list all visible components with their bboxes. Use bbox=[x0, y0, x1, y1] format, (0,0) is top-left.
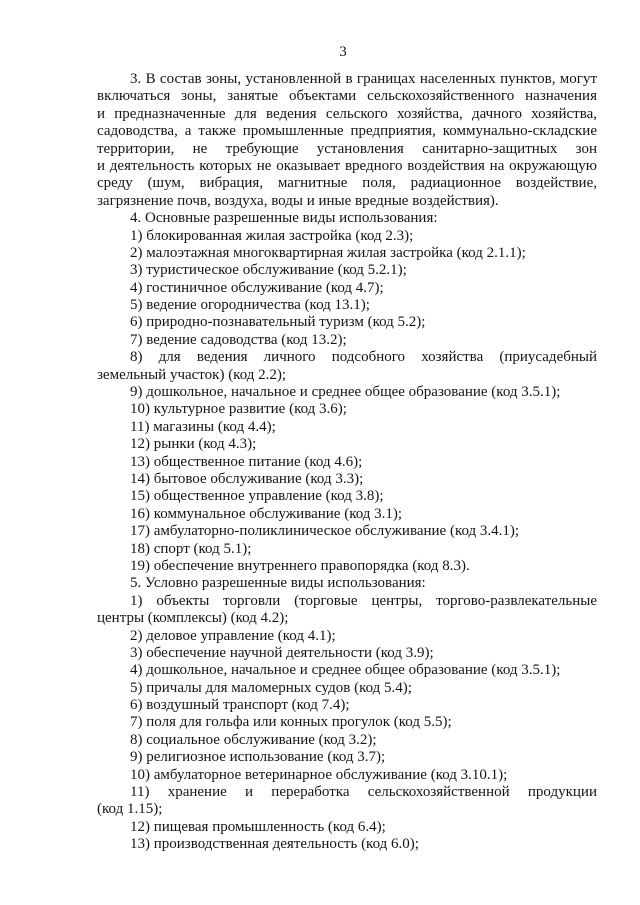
list-item: 1) блокированная жилая застройка (код 2.3); bbox=[130, 227, 414, 244]
list-item: 11) хранение и переработка сельскохозяйственной продукции bbox=[130, 784, 597, 801]
list-item-continuation: центры (комплексы) (код 4.2); bbox=[97, 610, 289, 627]
main-uses-section bbox=[97, 210, 597, 575]
list-item: 12) рынки (код 4.3); bbox=[130, 436, 257, 453]
list-item: 7) ведение садоводства (код 13.2); bbox=[130, 331, 347, 348]
list-item: 5) причалы для маломерных судов (код 5.4); bbox=[130, 679, 412, 696]
paragraph-line: и предназначенные для ведения сельского хозяйства, дачного хозяйства, bbox=[97, 105, 597, 122]
list-item: 9) религиозное использование (код 3.7); bbox=[130, 749, 386, 766]
paragraph-line: включаться зоны, занятые объектами сельскохозяйственного назначения bbox=[97, 88, 597, 105]
paragraph-line: среду (шум, вибрация, магнитные поля, радиационное воздействие, bbox=[97, 175, 597, 192]
list-item: 13) общественное питание (код 4.6); bbox=[130, 453, 363, 470]
list-item: 11) магазины (код 4.4); bbox=[130, 418, 276, 435]
list-item: 14) бытовое обслуживание (код 3.3); bbox=[130, 470, 364, 487]
document-body bbox=[97, 71, 597, 854]
list-item: 6) природно-познавательный туризм (код 5.2); bbox=[130, 314, 426, 331]
list-item: 2) малоэтажная многоквартирная жилая застройка (код 2.1.1); bbox=[130, 244, 526, 261]
list-item: 19) обеспечение внутреннего правопорядка (код 8.3). bbox=[130, 557, 470, 574]
list-item: 2) деловое управление (код 4.1); bbox=[130, 627, 336, 644]
list-item-continuation: земельный участок) (код 2.2); bbox=[97, 366, 287, 383]
paragraph-line: садоводства, а также промышленные предприятия, коммунально-складские bbox=[97, 123, 597, 140]
list-item: 4) дошкольное, начальное и среднее общее образование (код 3.5.1); bbox=[130, 662, 561, 679]
list-item: 5) ведение огородничества (код 13.1); bbox=[130, 297, 370, 314]
zone-composition-paragraph bbox=[97, 71, 597, 210]
paragraph-line: и деятельность которых не оказывает вредного воздействия на окружающую bbox=[97, 157, 597, 174]
list-item-continuation: (код 1.15); bbox=[97, 801, 163, 818]
list-item: 4) гостиничное обслуживание (код 4.7); bbox=[130, 279, 384, 296]
list-item: 18) спорт (код 5.1); bbox=[130, 540, 252, 557]
list-item: 17) амбулаторно-поликлиническое обслуживание (код 3.4.1); bbox=[130, 523, 520, 540]
paragraph-line: загрязнение почв, воздуха, воды и иные вредные воздействия). bbox=[97, 192, 499, 209]
page-number: 3 bbox=[339, 44, 347, 60]
section-heading: 5. Условно разрешенные виды использования: bbox=[130, 575, 426, 592]
list-item: 7) поля для гольфа или конных прогулок (код 5.5); bbox=[130, 714, 452, 731]
conditional-uses-section bbox=[97, 575, 597, 853]
list-item: 3) обеспечение научной деятельности (код 3.9); bbox=[130, 644, 434, 661]
list-item: 16) коммунальное обслуживание (код 3.1); bbox=[130, 505, 403, 522]
list-item: 10) амбулаторное ветеринарное обслуживание (код 3.10.1); bbox=[130, 766, 508, 783]
list-item: 9) дошкольное, начальное и среднее общее образование (код 3.5.1); bbox=[130, 384, 561, 401]
list-item: 12) пищевая промышленность (код 6.4); bbox=[130, 818, 386, 835]
section-heading: 4. Основные разрешенные виды использования: bbox=[130, 210, 438, 227]
list-item: 8) для ведения личного подсобного хозяйства (приусадебный bbox=[130, 349, 597, 366]
list-item: 6) воздушный транспорт (код 7.4); bbox=[130, 697, 350, 714]
list-item: 8) социальное обслуживание (код 3.2); bbox=[130, 731, 377, 748]
list-item: 1) объекты торговли (торговые центры, торгово-развлекательные bbox=[130, 592, 597, 609]
list-item: 10) культурное развитие (код 3.6); bbox=[130, 401, 347, 418]
list-item: 15) общественное управление (код 3.8); bbox=[130, 488, 384, 505]
paragraph-line: территории, не требующие установления санитарно-защитных зон bbox=[97, 140, 597, 157]
list-item: 3) туристическое обслуживание (код 5.2.1); bbox=[130, 262, 407, 279]
paragraph-line: 3. В состав зоны, установленной в границах населенных пунктов, могут bbox=[130, 71, 597, 87]
list-item: 13) производственная деятельность (код 6.0); bbox=[130, 836, 419, 853]
